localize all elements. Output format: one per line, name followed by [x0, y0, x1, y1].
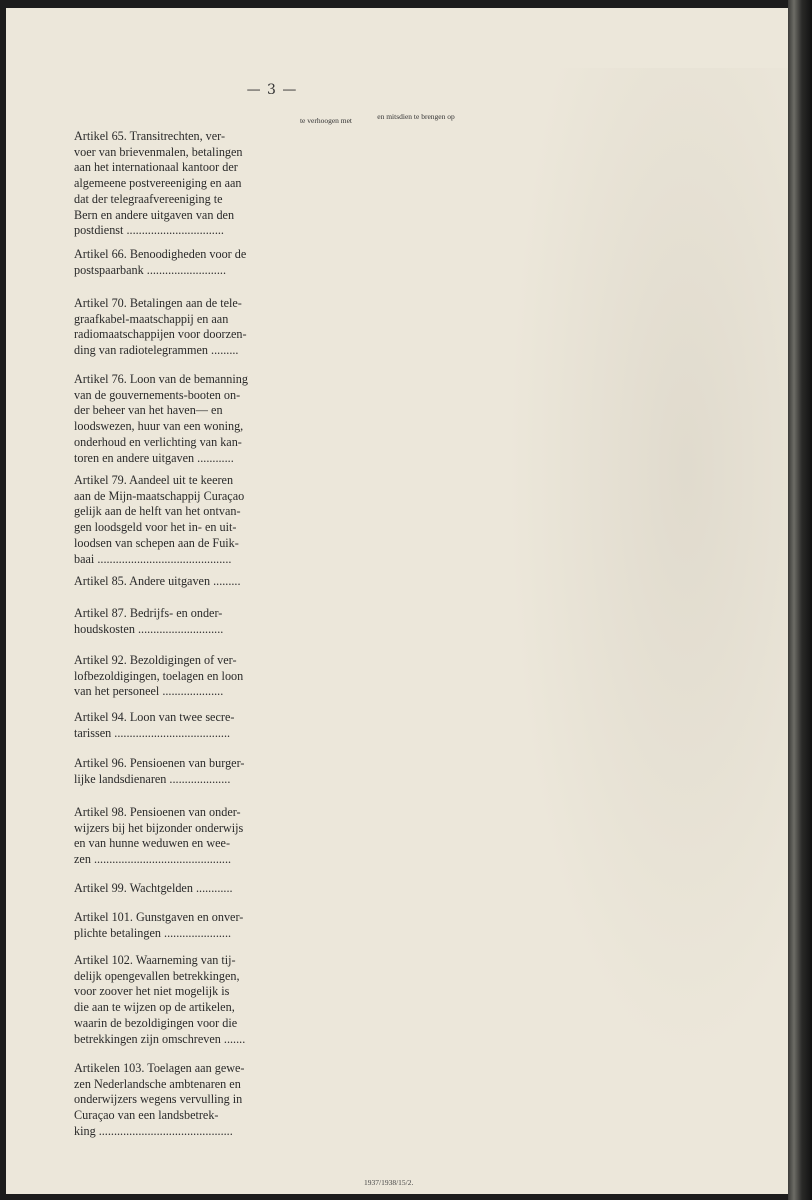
article-entry	[74, 372, 284, 466]
entry-text-line: Artikel 76. Loon van de bemanning	[74, 372, 248, 386]
entry-text-line: postdienst ................................	[74, 223, 224, 238]
entry-text-line: baai ............................................	[74, 551, 232, 566]
entry-text-line: Artikel 94. Loon van twee secre-	[74, 710, 235, 724]
entry-text-line: Artikel 65. Transitrechten, ver-	[74, 129, 226, 143]
entry-text-line: Curaçao van een landsbetrek-	[74, 1108, 219, 1123]
article-entry	[74, 653, 284, 700]
entry-text-line: gelijk aan de helft van het ontvan-	[74, 504, 241, 519]
entry-text-line: Artikel 101. Gunstgaven en onver-	[74, 910, 244, 924]
entry-text-line: algemeene postvereeniging en aan	[74, 176, 242, 191]
column-header-total: en mitsdien te brengen op	[377, 112, 455, 121]
entry-text-line: voer van brievenmalen, betalingen	[74, 144, 243, 159]
scan-edge	[788, 0, 812, 1200]
article-entry	[74, 296, 284, 359]
entry-text-line: Artikel 79. Aandeel uit te keeren	[74, 473, 234, 487]
article-entry	[74, 710, 284, 741]
entry-text-line: gen loodsgeld voor het in- en uit-	[74, 520, 237, 535]
entry-text-line: Artikel 102. Waarneming van tij-	[74, 953, 236, 967]
column-header-increase: te verhoogen met	[299, 116, 353, 125]
article-entry	[74, 910, 284, 941]
entry-text-line: en van hunne weduwen en wee-	[74, 836, 231, 851]
entry-text-line: Artikel 85. Andere uitgaven .........	[74, 574, 241, 588]
entry-text-line: graafkabel-maatschappij en aan	[74, 311, 229, 326]
entry-text-line: tarissen ......................................	[74, 725, 231, 740]
article-entry	[74, 756, 284, 787]
entry-text-line: plichte betalingen ......................	[74, 925, 232, 940]
article-entry	[74, 473, 284, 567]
article-entry	[74, 953, 284, 1047]
entry-text-line: van de gouvernements-booten on-	[74, 387, 241, 402]
entry-text-line: radiomaatschappijen voor doorzen-	[74, 327, 247, 342]
entry-text-line: waarin de bezoldigingen voor die	[74, 1015, 238, 1030]
article-entry	[74, 805, 284, 868]
entry-text-line: Artikel 70. Betalingen aan de tele-	[74, 296, 242, 310]
article-entry	[74, 881, 284, 897]
entry-text-line: onderhoud en verlichting van kan-	[74, 434, 242, 449]
entry-text-line: Artikel 99. Wachtgelden ............	[74, 881, 233, 895]
entry-text-line: Bern en andere uitgaven van den	[74, 207, 235, 222]
entry-text-line: lijke landsdienaren ....................	[74, 771, 231, 786]
entry-text-line: der beheer van het haven— en	[74, 403, 223, 418]
entry-text-line: postspaarbank ..........................	[74, 262, 226, 277]
entry-text-line: voor zoover het niet mogelijk is	[74, 984, 230, 999]
entry-text-line: Artikel 96. Pensioenen van burger-	[74, 756, 245, 770]
entry-text-line: lofbezoldigingen, toelagen en loon	[74, 668, 244, 683]
entry-text-line: houdskosten ............................	[74, 621, 224, 636]
entry-text-line: loodsen van schepen aan de Fuik-	[74, 535, 239, 550]
article-entry	[74, 574, 284, 590]
entry-text-line: aan de Mijn-maatschappij Curaçao	[74, 488, 245, 503]
document-page	[6, 8, 788, 1194]
entry-text-line: van het personeel ....................	[74, 684, 224, 699]
entry-text-line: Artikel 87. Bedrijfs- en onder-	[74, 606, 223, 620]
entry-text-line: onderwijzers wegens vervulling in	[74, 1092, 243, 1107]
entry-text-line: loodswezen, huur van een woning,	[74, 419, 244, 434]
entry-text-line: Artikel 66. Benoodigheden voor de	[74, 247, 247, 261]
entry-text-line: Artikel 98. Pensioenen van onder-	[74, 805, 241, 819]
entry-text-line: Artikel 92. Bezoldigingen of ver-	[74, 653, 237, 667]
article-entry	[74, 129, 284, 239]
entry-text-line: betrekkingen zijn omschreven .......	[74, 1031, 246, 1046]
footer-code: 1937/1938/15/2.	[364, 1178, 414, 1187]
page-number: — 3 —	[246, 82, 298, 98]
entry-text-line: aan het internationaal kantoor der	[74, 160, 238, 175]
entry-text-line: zen Nederlandsche ambtenaren en	[74, 1076, 241, 1091]
entry-text-line: king ............................................	[74, 1123, 233, 1138]
entry-text-line: toren en andere uitgaven ............	[74, 450, 234, 465]
article-entry	[74, 247, 284, 278]
entry-text-line: die aan te wijzen op de artikelen,	[74, 1000, 235, 1015]
entry-text-line: wijzers bij het bijzonder onderwijs	[74, 820, 244, 835]
entry-text-line: Artikelen 103. Toelagen aan gewe-	[74, 1061, 245, 1075]
article-entry	[74, 1061, 284, 1140]
entry-text-line: zen .............................................	[74, 852, 232, 867]
entry-text-line: dat der telegraafvereeniging te	[74, 191, 223, 206]
bleed-through-shadow	[506, 68, 788, 1068]
entry-text-line: delijk opengevallen betrekkingen,	[74, 968, 240, 983]
entry-text-line: ding van radiotelegrammen .........	[74, 343, 239, 358]
article-entry	[74, 606, 284, 637]
